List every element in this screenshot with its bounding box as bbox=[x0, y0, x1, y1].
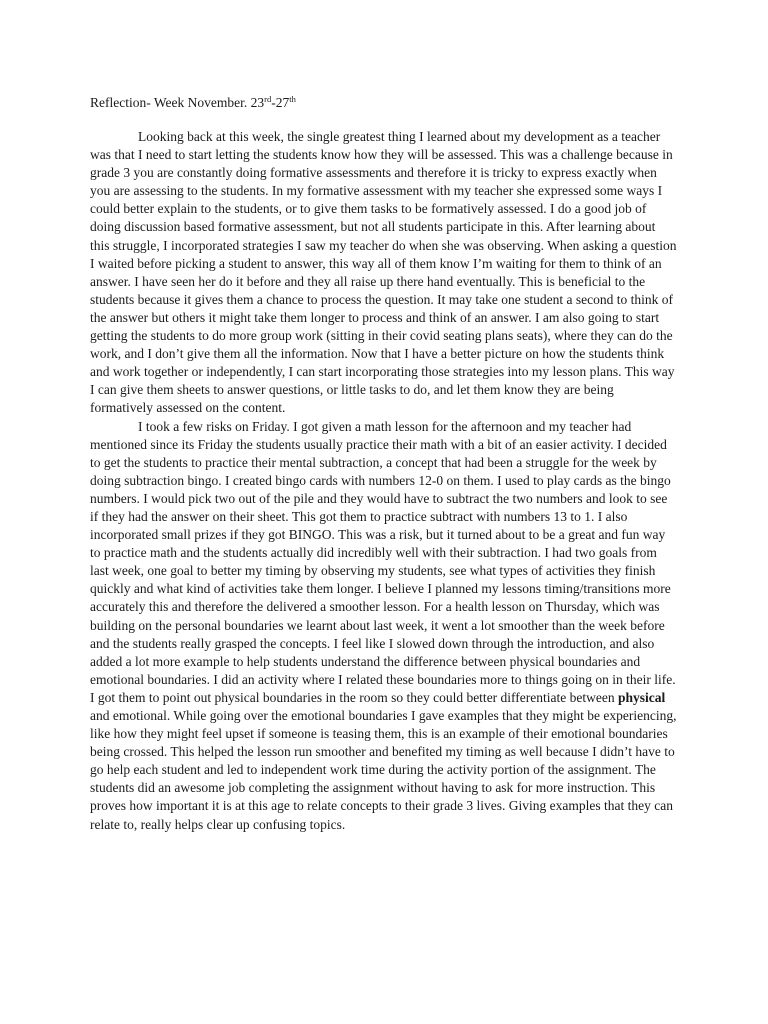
paragraph-2-bold-word: physical bbox=[618, 689, 666, 705]
title-prefix: Reflection- Week November. 23 bbox=[90, 95, 265, 110]
title-superscript-rd: rd bbox=[264, 94, 272, 104]
paragraph-1-text: Looking back at this week, the single greatest thing I learned about my development as a teacher was that I need to start letting the students know how they will be assessed. This was a challenge because in grade 3 you are constantly doing formative assessments and therefore it is tricky to express exactly when you are assessing to the students. In my formative assessment with my teacher she expressed some ways I could better explain to the students, or to give them tasks to be formatively assessed. I do a good job of doing discussion based formative assessment, but not all students participate in this. After learning about this struggle, I incorporated strategies I saw my teacher do when she was observing. When asking a question I waited before picking a student to answer, this way all of them know I’m waiting for them to think of an answer. I have seen her do it before and they all raise up there hand eventually. This is beneficial to the students because it gives them a chance to process the question. It may take one student a second to think of the answer but others it might take them longer to process and think of an answer. I am also going to start getting the students to do more group work (sitting in their covid seating plans seats), where they can do the work, and I don’t give them all the information. Now that I have a better picture on how the students think and work together or independently, I can start incorporating those strategies into my lesson plans. This way I can give them sheets to answer questions, or little tasks to do, and let them know they are being formatively assessed on the content. bbox=[90, 129, 677, 416]
paragraph-2-text-end: and emotional. While going over the emotional boundaries I gave examples that they might be experiencing, like how they might feel upset if someone is teasing them, this is an example of their emotional boundaries being crossed. This helped the lesson run smoother and benefited my timing as well because I didn’t have to go help each student and led to independent work time during the activity portion of the assignment. The students did an awesome job completing the assignment without having to ask for more instruction. This proves how important it is at this age to relate concepts to their grade 3 lives. Giving examples that they can relate to, really helps clear up confusing topics. bbox=[90, 708, 677, 832]
paragraph-2-text-start: I took a few risks on Friday. I got given a math lesson for the afternoon and my teacher had mentioned since its Friday the students usually practice their math with a bit of an easier activity. I decided to get the students to practice their mental subtraction, a concept that had been a struggle for the week by doing subtraction bingo. I created bingo cards with numbers 12-0 on them. I used to play cards as the bingo numbers. I would pick two out of the pile and they would have to subtract the two numbers and look to see if they had the answer on their sheet. This got them to practice subtract with numbers 13 to 1. I also incorporated small prizes if they got BINGO. This was a risk, but it turned about to be a great and fun way to practice math and the students actually did incredibly well with their subtraction. I had two goals from last week, one goal to better my timing by observing my students, see what types of activities they finish quickly and what kind of activities take them longer. I believe I planned my lessons timing/transitions more accurately this and therefore the delivered a smoother lesson. For a health lesson on Thursday, which was building on the personal boundaries we learnt about last week, it went a lot smoother than the week before and the students really grasped the concepts. I feel like I slowed down through the introduction, and also added a lot more example to help students understand the difference between physical boundaries and emotional boundaries. I did an activity where I related these boundaries more to things going on in their life. I got them to point out physical boundaries in the room so they could better differentiate between bbox=[90, 418, 676, 705]
paragraph-assessment-reflection bbox=[90, 128, 678, 418]
title-superscript-th: th bbox=[289, 94, 296, 104]
title-dash: -27 bbox=[271, 95, 290, 110]
paragraph-risks-reflection bbox=[90, 418, 678, 834]
document-title bbox=[90, 94, 678, 112]
